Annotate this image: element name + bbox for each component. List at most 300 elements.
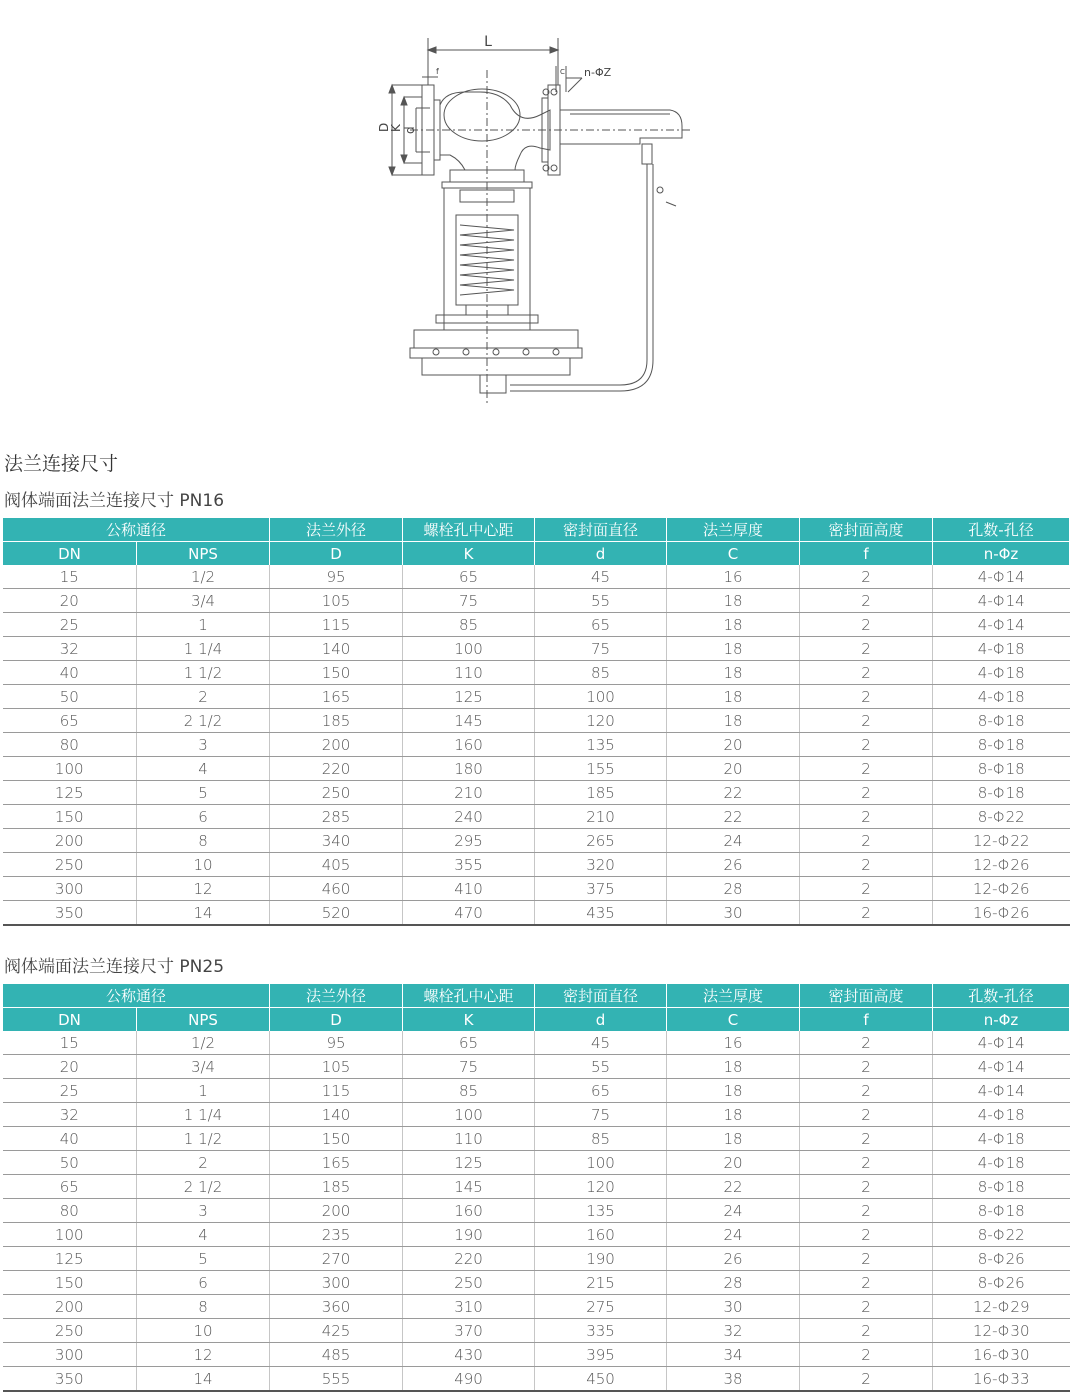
- cell-f: 2: [800, 1247, 933, 1271]
- cell-C: 18: [667, 589, 800, 613]
- cell-d: 75: [535, 1103, 667, 1127]
- valve-technical-drawing: [370, 30, 700, 410]
- cell-nps: 1 1/4: [137, 1103, 270, 1127]
- cell-d: 65: [535, 613, 667, 637]
- header-nps: NPS: [137, 1008, 270, 1032]
- cell-dn: 125: [3, 781, 137, 805]
- cell-dn: 32: [3, 637, 137, 661]
- cell-K: 430: [403, 1343, 535, 1367]
- header-d: d: [535, 542, 667, 566]
- cell-f: 2: [800, 1271, 933, 1295]
- table-row: [3, 589, 1070, 613]
- cell-nphiz: 4-Φ14: [933, 1055, 1070, 1079]
- cell-d: 395: [535, 1343, 667, 1367]
- cell-d: 100: [535, 685, 667, 709]
- header-bolt-circle: 螺栓孔中心距: [403, 984, 535, 1008]
- cell-nphiz: 16-Φ26: [933, 901, 1070, 926]
- cell-d: 135: [535, 733, 667, 757]
- cell-nps: 14: [137, 1367, 270, 1392]
- cell-d: 160: [535, 1223, 667, 1247]
- table-row: [3, 901, 1070, 926]
- cell-d: 375: [535, 877, 667, 901]
- dim-L-label: L: [484, 34, 492, 50]
- cell-dn: 20: [3, 589, 137, 613]
- cell-nps: 5: [137, 1247, 270, 1271]
- cell-dn: 350: [3, 1367, 137, 1392]
- cell-f: 2: [800, 685, 933, 709]
- cell-f: 2: [800, 877, 933, 901]
- cell-dn: 150: [3, 1271, 137, 1295]
- dim-d-label: d: [403, 126, 417, 134]
- section-title: 法兰连接尺寸: [4, 453, 119, 475]
- header-nominal-size: 公称通径: [3, 518, 270, 542]
- cell-d: 120: [535, 709, 667, 733]
- cell-nps: 2 1/2: [137, 709, 270, 733]
- header-seal-diameter: 密封面直径: [535, 518, 667, 542]
- cell-nphiz: 12-Φ26: [933, 877, 1070, 901]
- header-seal-height: 密封面高度: [800, 518, 933, 542]
- cell-nps: 5: [137, 781, 270, 805]
- pn25-dimension-table: [2, 984, 1070, 1392]
- cell-C: 20: [667, 733, 800, 757]
- cell-nps: 2: [137, 685, 270, 709]
- cell-dn: 40: [3, 1127, 137, 1151]
- cell-D: 235: [270, 1223, 403, 1247]
- cell-nphiz: 8-Φ22: [933, 805, 1070, 829]
- cell-C: 18: [667, 709, 800, 733]
- cell-nphiz: 8-Φ18: [933, 709, 1070, 733]
- cell-D: 115: [270, 1079, 403, 1103]
- cell-nphiz: 4-Φ18: [933, 685, 1070, 709]
- cell-nphiz: 8-Φ18: [933, 733, 1070, 757]
- table-row: [3, 1223, 1070, 1247]
- cell-f: 2: [800, 589, 933, 613]
- table-row: [3, 1103, 1070, 1127]
- cell-K: 190: [403, 1223, 535, 1247]
- cell-f: 2: [800, 1175, 933, 1199]
- table-row: [3, 685, 1070, 709]
- header-bolt-circle: 螺栓孔中心距: [403, 518, 535, 542]
- cell-nps: 14: [137, 901, 270, 926]
- cell-C: 26: [667, 853, 800, 877]
- header-holes: 孔数-孔径: [933, 518, 1070, 542]
- cell-K: 180: [403, 757, 535, 781]
- cell-dn: 25: [3, 1079, 137, 1103]
- header-flange-od: 法兰外径: [270, 518, 403, 542]
- cell-C: 18: [667, 1055, 800, 1079]
- cell-dn: 200: [3, 829, 137, 853]
- header-row-symbols: [3, 1008, 1070, 1032]
- header-nominal-size: 公称通径: [3, 984, 270, 1008]
- cell-C: 38: [667, 1367, 800, 1392]
- cell-D: 150: [270, 1127, 403, 1151]
- cell-f: 2: [800, 1295, 933, 1319]
- cell-C: 24: [667, 1199, 800, 1223]
- cell-C: 18: [667, 613, 800, 637]
- cell-K: 125: [403, 1151, 535, 1175]
- cell-nps: 1: [137, 1079, 270, 1103]
- cell-K: 490: [403, 1367, 535, 1392]
- cell-nphiz: 16-Φ30: [933, 1343, 1070, 1367]
- cell-nps: 1: [137, 613, 270, 637]
- table-row: [3, 1175, 1070, 1199]
- header-C: C: [667, 1008, 800, 1032]
- dim-D-label: D: [377, 122, 391, 132]
- table-row: [3, 709, 1070, 733]
- cell-f: 2: [800, 853, 933, 877]
- cell-C: 26: [667, 1247, 800, 1271]
- cell-dn: 20: [3, 1055, 137, 1079]
- cell-nphiz: 4-Φ14: [933, 589, 1070, 613]
- cell-d: 435: [535, 901, 667, 926]
- cell-nphiz: 12-Φ30: [933, 1319, 1070, 1343]
- cell-C: 28: [667, 877, 800, 901]
- cell-K: 160: [403, 733, 535, 757]
- table-row: [3, 565, 1070, 589]
- cell-D: 95: [270, 1031, 403, 1055]
- cell-f: 2: [800, 709, 933, 733]
- table-row: [3, 1367, 1070, 1392]
- cell-C: 18: [667, 637, 800, 661]
- cell-C: 24: [667, 1223, 800, 1247]
- cell-nphiz: 8-Φ18: [933, 1199, 1070, 1223]
- cell-D: 185: [270, 709, 403, 733]
- cell-d: 120: [535, 1175, 667, 1199]
- cell-d: 210: [535, 805, 667, 829]
- cell-f: 2: [800, 1199, 933, 1223]
- cell-nps: 3: [137, 1199, 270, 1223]
- cell-d: 100: [535, 1151, 667, 1175]
- cell-d: 55: [535, 589, 667, 613]
- cell-D: 200: [270, 733, 403, 757]
- cell-D: 555: [270, 1367, 403, 1392]
- cell-nps: 1/2: [137, 1031, 270, 1055]
- cell-dn: 80: [3, 733, 137, 757]
- cell-dn: 15: [3, 1031, 137, 1055]
- table-row: [3, 637, 1070, 661]
- cell-dn: 150: [3, 805, 137, 829]
- cell-K: 210: [403, 781, 535, 805]
- cell-D: 165: [270, 685, 403, 709]
- cell-K: 85: [403, 613, 535, 637]
- cell-d: 65: [535, 1079, 667, 1103]
- dim-C-label: C: [560, 68, 565, 76]
- cell-D: 165: [270, 1151, 403, 1175]
- header-row-symbols: [3, 542, 1070, 566]
- table-row: [3, 757, 1070, 781]
- header-nps: NPS: [137, 542, 270, 566]
- cell-nps: 12: [137, 1343, 270, 1367]
- header-K: K: [403, 1008, 535, 1032]
- header-flange-od: 法兰外径: [270, 984, 403, 1008]
- cell-dn: 250: [3, 853, 137, 877]
- table-row: [3, 1151, 1070, 1175]
- cell-dn: 80: [3, 1199, 137, 1223]
- header-flange-thickness: 法兰厚度: [667, 984, 800, 1008]
- header-nphiz: n-Φz: [933, 1008, 1070, 1032]
- cell-C: 28: [667, 1271, 800, 1295]
- cell-nphiz: 4-Φ14: [933, 613, 1070, 637]
- cell-K: 75: [403, 589, 535, 613]
- header-K: K: [403, 542, 535, 566]
- header-D: D: [270, 542, 403, 566]
- cell-nps: 10: [137, 1319, 270, 1343]
- table-row: [3, 1295, 1070, 1319]
- cell-K: 250: [403, 1271, 535, 1295]
- table-row: [3, 1271, 1070, 1295]
- table-row: [3, 853, 1070, 877]
- cell-dn: 350: [3, 901, 137, 926]
- pn16-dimension-table: [2, 518, 1070, 926]
- cell-nphiz: 4-Φ18: [933, 1127, 1070, 1151]
- cell-D: 105: [270, 1055, 403, 1079]
- cell-K: 65: [403, 565, 535, 589]
- cell-nphiz: 16-Φ33: [933, 1367, 1070, 1392]
- header-D: D: [270, 1008, 403, 1032]
- cell-K: 240: [403, 805, 535, 829]
- cell-nphiz: 8-Φ18: [933, 757, 1070, 781]
- cell-nps: 4: [137, 757, 270, 781]
- cell-D: 150: [270, 661, 403, 685]
- cell-C: 20: [667, 1151, 800, 1175]
- cell-d: 155: [535, 757, 667, 781]
- header-flange-thickness: 法兰厚度: [667, 518, 800, 542]
- cell-D: 300: [270, 1271, 403, 1295]
- table-row: [3, 877, 1070, 901]
- cell-C: 18: [667, 1127, 800, 1151]
- cell-d: 85: [535, 661, 667, 685]
- table-row: [3, 733, 1070, 757]
- table-row: [3, 781, 1070, 805]
- cell-dn: 125: [3, 1247, 137, 1271]
- cell-d: 75: [535, 637, 667, 661]
- cell-f: 2: [800, 1127, 933, 1151]
- cell-nphiz: 8-Φ26: [933, 1247, 1070, 1271]
- cell-nphiz: 4-Φ14: [933, 1079, 1070, 1103]
- cell-dn: 40: [3, 661, 137, 685]
- cell-D: 270: [270, 1247, 403, 1271]
- cell-f: 2: [800, 1223, 933, 1247]
- cell-f: 2: [800, 565, 933, 589]
- cell-D: 250: [270, 781, 403, 805]
- cell-nphiz: 4-Φ18: [933, 1151, 1070, 1175]
- cell-dn: 200: [3, 1295, 137, 1319]
- cell-nps: 2: [137, 1151, 270, 1175]
- cell-D: 140: [270, 637, 403, 661]
- cell-d: 135: [535, 1199, 667, 1223]
- cell-f: 2: [800, 661, 933, 685]
- cell-K: 470: [403, 901, 535, 926]
- cell-d: 55: [535, 1055, 667, 1079]
- cell-C: 22: [667, 1175, 800, 1199]
- cell-d: 45: [535, 565, 667, 589]
- cell-nps: 1/2: [137, 565, 270, 589]
- table-row: [3, 661, 1070, 685]
- cell-nps: 10: [137, 853, 270, 877]
- cell-dn: 65: [3, 1175, 137, 1199]
- cell-nphiz: 4-Φ14: [933, 565, 1070, 589]
- cell-D: 485: [270, 1343, 403, 1367]
- cell-d: 275: [535, 1295, 667, 1319]
- cell-D: 200: [270, 1199, 403, 1223]
- cell-f: 2: [800, 1079, 933, 1103]
- cell-D: 95: [270, 565, 403, 589]
- cell-nphiz: 12-Φ29: [933, 1295, 1070, 1319]
- cell-K: 145: [403, 709, 535, 733]
- cell-K: 110: [403, 1127, 535, 1151]
- cell-C: 18: [667, 1079, 800, 1103]
- cell-nps: 6: [137, 805, 270, 829]
- cell-d: 85: [535, 1127, 667, 1151]
- cell-dn: 32: [3, 1103, 137, 1127]
- cell-d: 450: [535, 1367, 667, 1392]
- cell-dn: 15: [3, 565, 137, 589]
- header-C: C: [667, 542, 800, 566]
- cell-K: 85: [403, 1079, 535, 1103]
- cell-nphiz: 4-Φ18: [933, 661, 1070, 685]
- cell-K: 355: [403, 853, 535, 877]
- cell-d: 185: [535, 781, 667, 805]
- dim-f-label: f: [436, 67, 439, 76]
- cell-D: 405: [270, 853, 403, 877]
- table-row: [3, 1079, 1070, 1103]
- cell-d: 215: [535, 1271, 667, 1295]
- cell-f: 2: [800, 637, 933, 661]
- cell-K: 370: [403, 1319, 535, 1343]
- cell-K: 65: [403, 1031, 535, 1055]
- cell-D: 285: [270, 805, 403, 829]
- header-dn: DN: [3, 542, 137, 566]
- table-row: [3, 1127, 1070, 1151]
- cell-dn: 50: [3, 685, 137, 709]
- pn25-table-title: 阀体端面法兰连接尺寸 PN25: [4, 957, 225, 977]
- cell-f: 2: [800, 805, 933, 829]
- table-row: [3, 1247, 1070, 1271]
- cell-nphiz: 12-Φ26: [933, 853, 1070, 877]
- cell-nps: 1 1/2: [137, 1127, 270, 1151]
- cell-d: 190: [535, 1247, 667, 1271]
- cell-nphiz: 8-Φ18: [933, 781, 1070, 805]
- cell-D: 360: [270, 1295, 403, 1319]
- cell-K: 310: [403, 1295, 535, 1319]
- cell-C: 18: [667, 1103, 800, 1127]
- cell-K: 295: [403, 829, 535, 853]
- cell-dn: 100: [3, 757, 137, 781]
- cell-C: 30: [667, 901, 800, 926]
- cell-C: 32: [667, 1319, 800, 1343]
- cell-C: 34: [667, 1343, 800, 1367]
- header-dn: DN: [3, 1008, 137, 1032]
- cell-dn: 50: [3, 1151, 137, 1175]
- cell-D: 115: [270, 613, 403, 637]
- cell-f: 2: [800, 613, 933, 637]
- cell-D: 140: [270, 1103, 403, 1127]
- cell-D: 340: [270, 829, 403, 853]
- cell-d: 320: [535, 853, 667, 877]
- cell-nps: 1 1/4: [137, 637, 270, 661]
- cell-dn: 250: [3, 1319, 137, 1343]
- header-f: f: [800, 542, 933, 566]
- table-row: [3, 1343, 1070, 1367]
- cell-nphiz: 4-Φ18: [933, 1103, 1070, 1127]
- cell-dn: 300: [3, 1343, 137, 1367]
- header-seal-diameter: 密封面直径: [535, 984, 667, 1008]
- pn16-table-title: 阀体端面法兰连接尺寸 PN16: [4, 491, 225, 511]
- cell-K: 160: [403, 1199, 535, 1223]
- cell-nps: 6: [137, 1271, 270, 1295]
- cell-D: 220: [270, 757, 403, 781]
- cell-K: 145: [403, 1175, 535, 1199]
- cell-nps: 2 1/2: [137, 1175, 270, 1199]
- cell-K: 100: [403, 1103, 535, 1127]
- cell-nphiz: 4-Φ14: [933, 1031, 1070, 1055]
- header-seal-height: 密封面高度: [800, 984, 933, 1008]
- cell-nps: 3: [137, 733, 270, 757]
- cell-nps: 12: [137, 877, 270, 901]
- cell-D: 520: [270, 901, 403, 926]
- cell-f: 2: [800, 1319, 933, 1343]
- cell-C: 24: [667, 829, 800, 853]
- cell-dn: 300: [3, 877, 137, 901]
- cell-f: 2: [800, 757, 933, 781]
- cell-C: 18: [667, 661, 800, 685]
- cell-dn: 25: [3, 613, 137, 637]
- table-row: [3, 1055, 1070, 1079]
- cell-nps: 4: [137, 1223, 270, 1247]
- cell-K: 100: [403, 637, 535, 661]
- cell-d: 335: [535, 1319, 667, 1343]
- cell-f: 2: [800, 1103, 933, 1127]
- cell-C: 22: [667, 781, 800, 805]
- cell-nps: 3/4: [137, 1055, 270, 1079]
- header-f: f: [800, 1008, 933, 1032]
- cell-K: 220: [403, 1247, 535, 1271]
- table-row: [3, 613, 1070, 637]
- header-d: d: [535, 1008, 667, 1032]
- header-row-group: [3, 518, 1070, 542]
- cell-C: 16: [667, 1031, 800, 1055]
- cell-nphiz: 12-Φ22: [933, 829, 1070, 853]
- cell-D: 460: [270, 877, 403, 901]
- cell-K: 410: [403, 877, 535, 901]
- cell-dn: 65: [3, 709, 137, 733]
- cell-f: 2: [800, 1151, 933, 1175]
- header-holes: 孔数-孔径: [933, 984, 1070, 1008]
- cell-nps: 1 1/2: [137, 661, 270, 685]
- cell-f: 2: [800, 901, 933, 926]
- cell-C: 20: [667, 757, 800, 781]
- cell-C: 30: [667, 1295, 800, 1319]
- header-row-group: [3, 984, 1070, 1008]
- cell-nphiz: 8-Φ22: [933, 1223, 1070, 1247]
- cell-nphiz: 4-Φ18: [933, 637, 1070, 661]
- cell-nps: 8: [137, 1295, 270, 1319]
- cell-C: 18: [667, 685, 800, 709]
- dim-K-label: K: [389, 124, 403, 132]
- cell-nphiz: 8-Φ18: [933, 1175, 1070, 1199]
- cell-f: 2: [800, 829, 933, 853]
- cell-nphiz: 8-Φ26: [933, 1271, 1070, 1295]
- cell-f: 2: [800, 1343, 933, 1367]
- cell-dn: 100: [3, 1223, 137, 1247]
- cell-D: 185: [270, 1175, 403, 1199]
- cell-f: 2: [800, 1031, 933, 1055]
- cell-f: 2: [800, 733, 933, 757]
- cell-f: 2: [800, 1055, 933, 1079]
- table-row: [3, 1199, 1070, 1223]
- table-row: [3, 805, 1070, 829]
- cell-D: 425: [270, 1319, 403, 1343]
